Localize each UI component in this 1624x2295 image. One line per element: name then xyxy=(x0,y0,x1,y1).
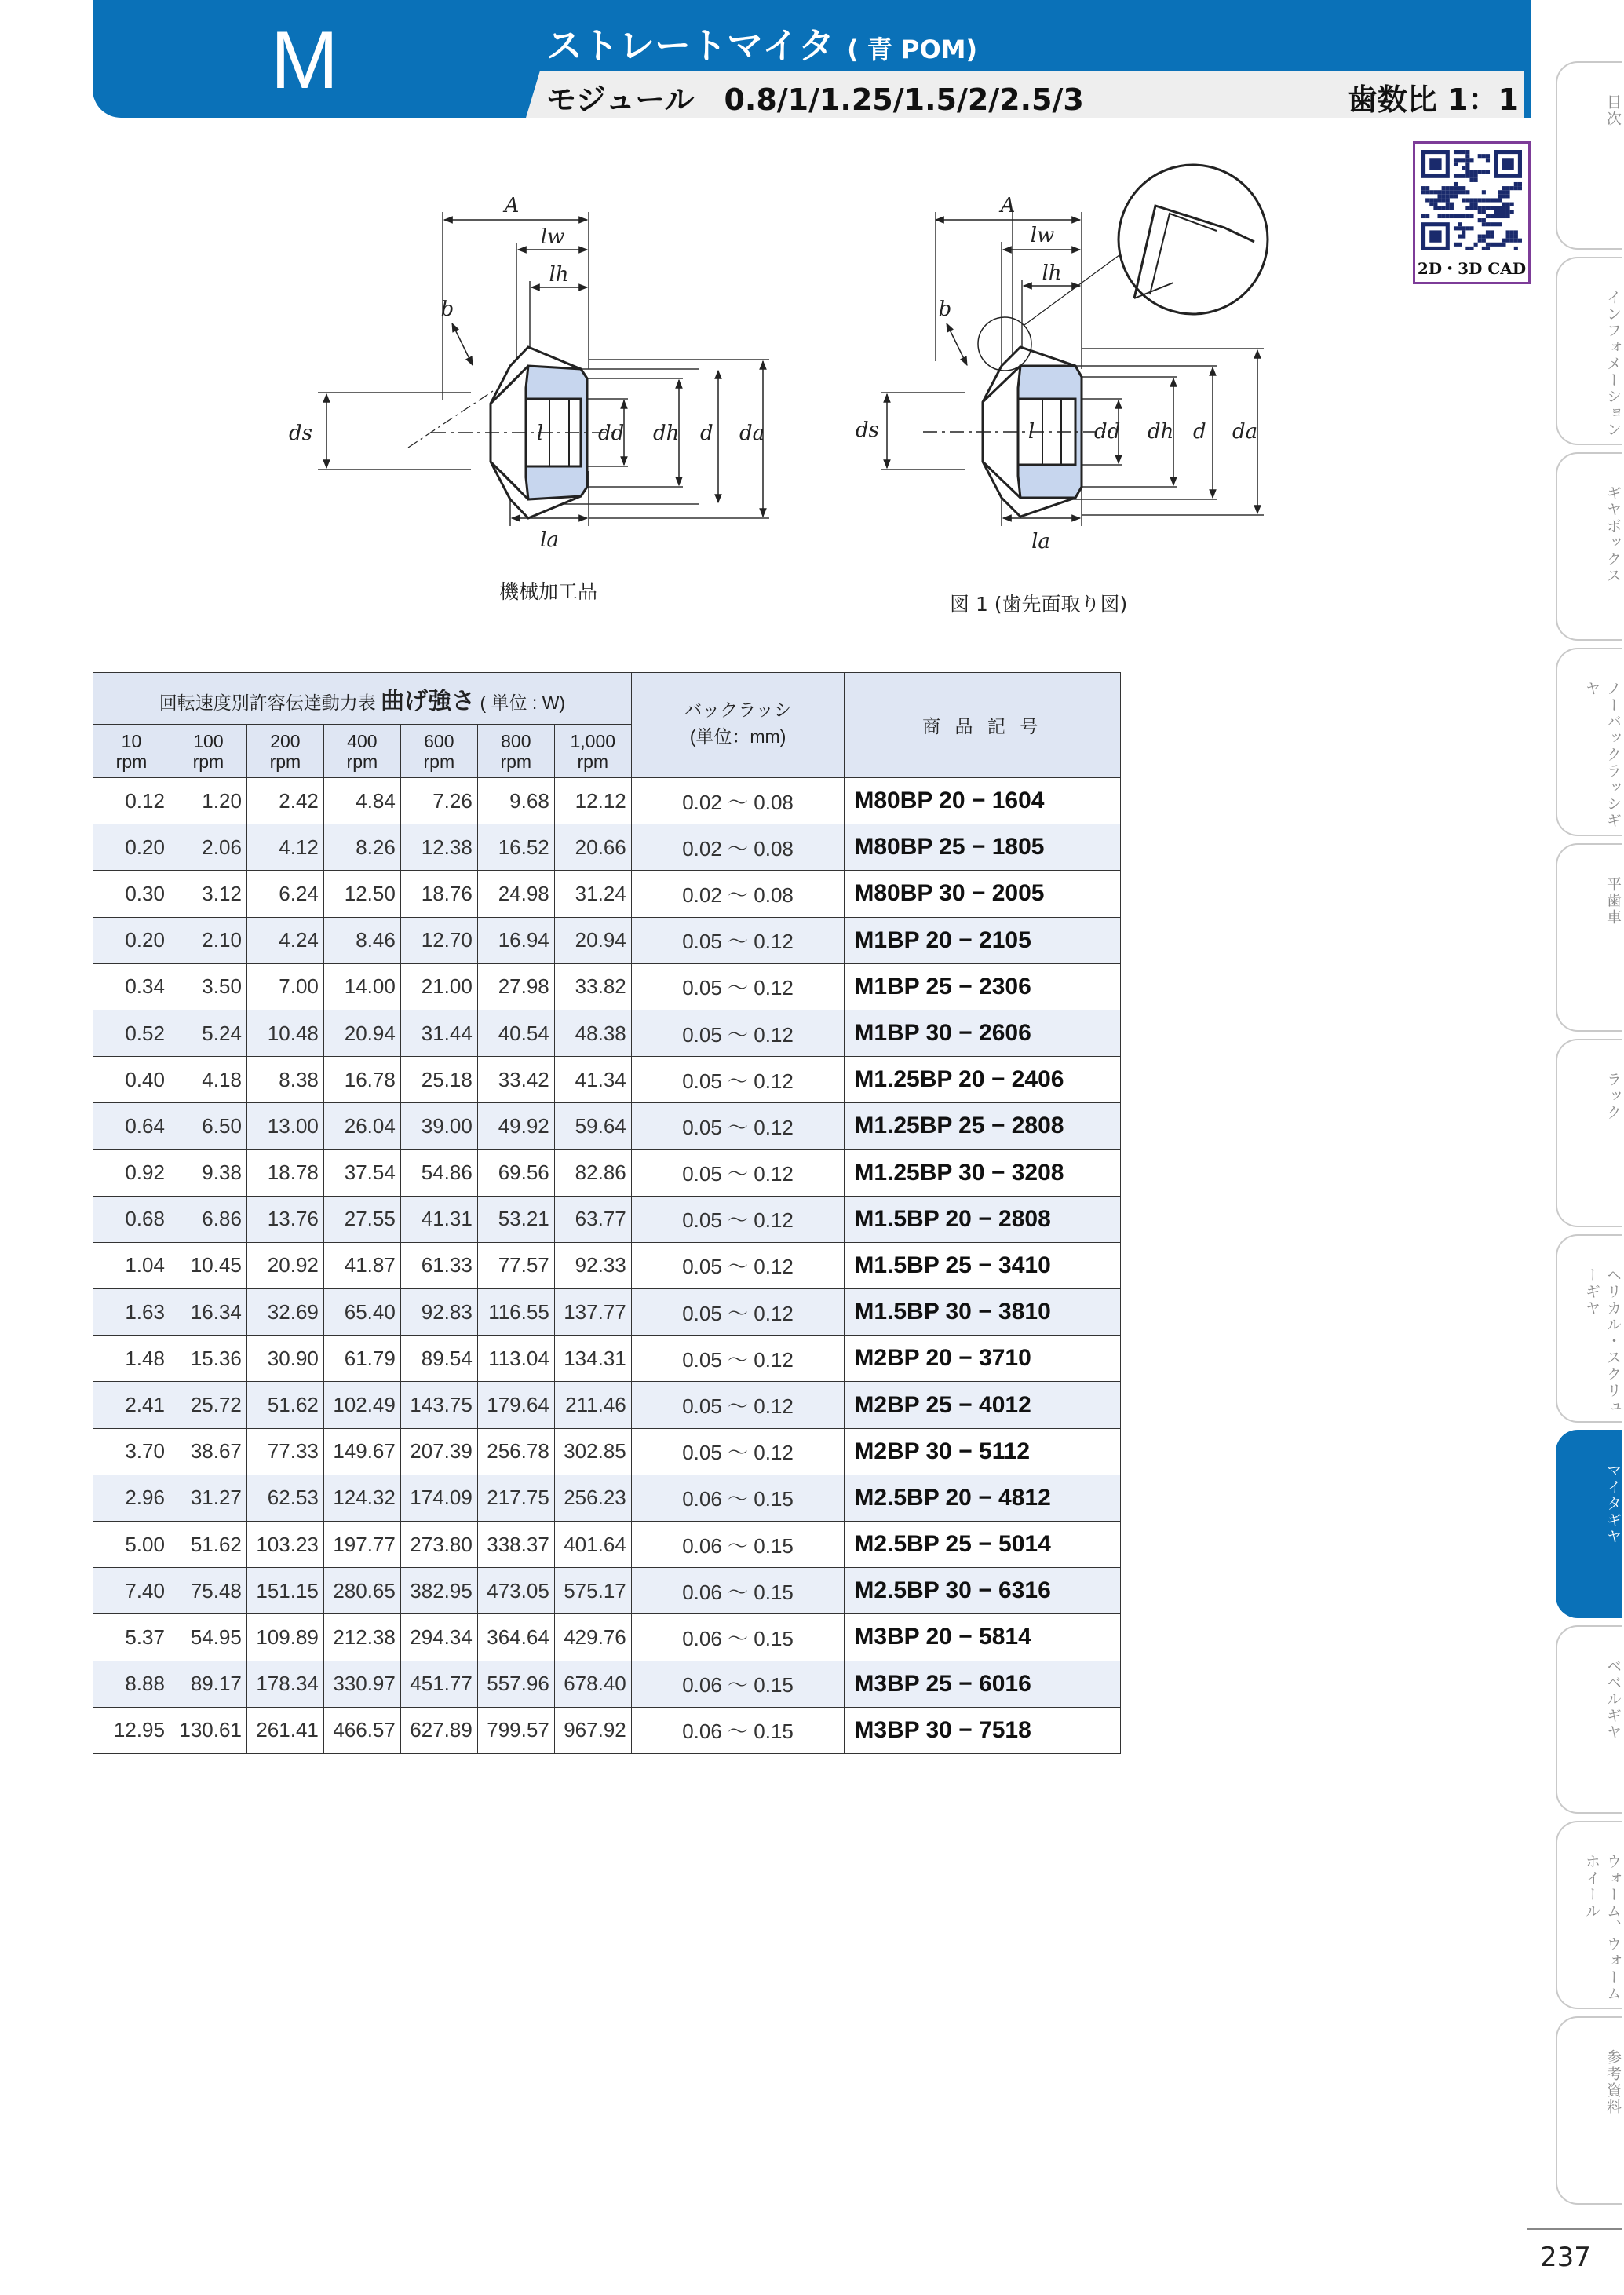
power-cell: 51.62 xyxy=(246,1382,323,1428)
rpm-header-2 xyxy=(246,725,323,778)
power-cell: 0.12 xyxy=(93,778,170,824)
page-title xyxy=(546,17,977,69)
power-cell: 82.86 xyxy=(554,1149,631,1196)
spec-table xyxy=(93,672,1121,1754)
product-code-cell: M3BP 30 − 7518 xyxy=(845,1707,1121,1753)
sidebar-tab-label: ウォーム、ウォームホイール xyxy=(1583,1854,1622,2002)
power-cell: 12.50 xyxy=(323,871,400,917)
backlash-cell: 0.05 〜 0.12 xyxy=(631,1196,845,1242)
power-cell: 51.62 xyxy=(170,1522,246,1568)
product-code-cell: M80BP 25 − 1805 xyxy=(845,824,1121,871)
power-cell: 3.50 xyxy=(170,963,246,1010)
power-cell: 261.41 xyxy=(246,1707,323,1753)
power-cell: 41.31 xyxy=(400,1196,477,1242)
backlash-cell: 0.05 〜 0.12 xyxy=(631,1149,845,1196)
power-cell: 967.92 xyxy=(554,1707,631,1753)
backlash-cell: 0.05 〜 0.12 xyxy=(631,1242,845,1288)
sidebar-tab-4[interactable] xyxy=(1556,843,1622,1032)
product-code-cell: M1BP 25 − 2306 xyxy=(845,963,1121,1010)
power-cell: 12.95 xyxy=(93,1707,170,1753)
sidebar-tab-label: インフォメーション xyxy=(1604,290,1622,438)
power-cell: 3.70 xyxy=(93,1428,170,1475)
power-cell: 5.00 xyxy=(93,1522,170,1568)
section-letter: M xyxy=(270,15,339,106)
power-cell: 8.46 xyxy=(323,917,400,963)
product-code-cell: M1.25BP 25 − 2808 xyxy=(845,1103,1121,1149)
dim-label-la: la xyxy=(1031,530,1050,554)
gear-diagram-chamfer xyxy=(856,165,1366,605)
rpm-value: 100 xyxy=(193,730,224,751)
backlash-cell: 0.06 〜 0.15 xyxy=(631,1707,845,1753)
sidebar-tab-8[interactable] xyxy=(1556,1625,1622,1814)
backlash-header-label: バックラッシ xyxy=(684,700,792,720)
power-cell: 9.68 xyxy=(477,778,554,824)
power-cell: 0.30 xyxy=(93,871,170,917)
power-cell: 92.83 xyxy=(400,1289,477,1336)
power-cell: 6.50 xyxy=(170,1103,246,1149)
power-cell: 0.92 xyxy=(93,1149,170,1196)
power-cell: 4.12 xyxy=(246,824,323,871)
backlash-cell: 0.06 〜 0.15 xyxy=(631,1568,845,1614)
sidebar-tab-label: ヘリカル・スクリューギヤ xyxy=(1583,1267,1622,1416)
power-cell: 7.40 xyxy=(93,1568,170,1614)
power-cell: 0.20 xyxy=(93,917,170,963)
dim-label-d: d xyxy=(700,422,713,445)
power-cell: 137.77 xyxy=(554,1289,631,1336)
power-cell: 15.36 xyxy=(170,1336,246,1382)
dim-label-lh: lh xyxy=(549,263,569,287)
page-number: 237 xyxy=(1540,2242,1591,2273)
power-cell: 2.06 xyxy=(170,824,246,871)
product-code-cell: M80BP 30 − 2005 xyxy=(845,871,1121,917)
power-cell: 151.15 xyxy=(246,1568,323,1614)
power-cell: 0.52 xyxy=(93,1010,170,1056)
table-row xyxy=(93,1196,1121,1242)
power-cell: 20.94 xyxy=(323,1010,400,1056)
power-cell: 178.34 xyxy=(246,1661,323,1707)
qr-code-icon xyxy=(1421,150,1522,250)
title-text: ストレートマイタ xyxy=(546,24,835,67)
backlash-cell: 0.05 〜 0.12 xyxy=(631,1336,845,1382)
rpm-unit: rpm xyxy=(269,751,301,772)
power-cell: 2.10 xyxy=(170,917,246,963)
power-cell: 54.86 xyxy=(400,1149,477,1196)
power-group-header xyxy=(93,673,632,725)
product-code-cell: M1.25BP 20 − 2406 xyxy=(845,1057,1121,1103)
power-cell: 92.33 xyxy=(554,1242,631,1288)
backlash-cell: 0.02 〜 0.08 xyxy=(631,871,845,917)
power-cell: 557.96 xyxy=(477,1661,554,1707)
dim-label-b: b xyxy=(938,298,952,321)
rpm-unit: rpm xyxy=(115,751,148,772)
power-cell: 8.26 xyxy=(323,824,400,871)
rpm-value: 200 xyxy=(270,730,301,751)
sidebar-tab-label: マイタギヤ xyxy=(1604,1463,1622,1545)
power-cell: 179.64 xyxy=(477,1382,554,1428)
rpm-unit: rpm xyxy=(346,751,378,772)
table-row xyxy=(93,1382,1121,1428)
qr-label: 2D・3D CAD xyxy=(1417,259,1527,278)
power-cell: 20.66 xyxy=(554,824,631,871)
power-cell: 678.40 xyxy=(554,1661,631,1707)
power-cell: 33.82 xyxy=(554,963,631,1010)
sidebar-tab-3[interactable] xyxy=(1556,648,1622,836)
sidebar-tab-10[interactable] xyxy=(1556,2016,1622,2205)
power-cell: 2.96 xyxy=(93,1475,170,1521)
power-cell: 197.77 xyxy=(323,1522,400,1568)
power-cell: 27.55 xyxy=(323,1196,400,1242)
power-cell: 103.23 xyxy=(246,1522,323,1568)
sidebar-tab-2[interactable] xyxy=(1556,452,1622,641)
power-cell: 130.61 xyxy=(170,1707,246,1753)
sidebar-tab-label: 平歯車 xyxy=(1604,876,1622,926)
power-cell: 8.88 xyxy=(93,1661,170,1707)
power-cell: 124.32 xyxy=(323,1475,400,1521)
power-cell: 16.94 xyxy=(477,917,554,963)
dim-label-A: A xyxy=(504,194,520,217)
backlash-cell: 0.06 〜 0.15 xyxy=(631,1522,845,1568)
sidebar-tab-label: ラック xyxy=(1604,1072,1622,1121)
power-cell: 0.68 xyxy=(93,1196,170,1242)
product-code-cell: M2.5BP 25 − 5014 xyxy=(845,1522,1121,1568)
backlash-header xyxy=(631,673,845,778)
dim-label-ds: ds xyxy=(289,422,312,445)
power-cell: 149.67 xyxy=(323,1428,400,1475)
power-cell: 7.26 xyxy=(400,778,477,824)
power-cell: 39.00 xyxy=(400,1103,477,1149)
dim-label-lw: lw xyxy=(1030,224,1055,247)
sidebar-tab-label: ノーバックラッシギヤ xyxy=(1583,681,1622,829)
sidebar-tab-label: ベベルギヤ xyxy=(1604,1658,1622,1741)
table-row xyxy=(93,917,1121,963)
rpm-value: 400 xyxy=(347,730,378,751)
power-cell: 273.80 xyxy=(400,1522,477,1568)
dim-label-b: b xyxy=(440,298,454,321)
power-cell: 61.33 xyxy=(400,1242,477,1288)
power-cell: 451.77 xyxy=(400,1661,477,1707)
power-cell: 38.67 xyxy=(170,1428,246,1475)
sidebar-tab-9[interactable] xyxy=(1556,1821,1622,2009)
power-cell: 211.46 xyxy=(554,1382,631,1428)
power-cell: 21.00 xyxy=(400,963,477,1010)
power-cell: 330.97 xyxy=(323,1661,400,1707)
power-cell: 89.17 xyxy=(170,1661,246,1707)
power-cell: 18.78 xyxy=(246,1149,323,1196)
power-cell: 10.45 xyxy=(170,1242,246,1288)
rpm-header-0 xyxy=(93,725,170,778)
product-code-cell: M2BP 25 − 4012 xyxy=(845,1382,1121,1428)
table-row xyxy=(93,1614,1121,1661)
rpm-header-1 xyxy=(170,725,246,778)
product-code-cell: M2.5BP 20 − 4812 xyxy=(845,1475,1121,1521)
dim-label-la: la xyxy=(540,528,559,552)
power-cell: 8.38 xyxy=(246,1057,323,1103)
rpm-header-6 xyxy=(554,725,631,778)
table-row xyxy=(93,1149,1121,1196)
power-cell: 25.72 xyxy=(170,1382,246,1428)
backlash-cell: 0.06 〜 0.15 xyxy=(631,1475,845,1521)
power-cell: 364.64 xyxy=(477,1614,554,1661)
power-cell: 174.09 xyxy=(400,1475,477,1521)
power-cell: 2.42 xyxy=(246,778,323,824)
table-row xyxy=(93,1522,1121,1568)
product-code-cell: M3BP 20 − 5814 xyxy=(845,1614,1121,1661)
power-cell: 799.57 xyxy=(477,1707,554,1753)
power-cell: 575.17 xyxy=(554,1568,631,1614)
power-header-unit: ( 単位 : W) xyxy=(480,692,566,713)
power-cell: 54.95 xyxy=(170,1614,246,1661)
gear-diagram-machined xyxy=(290,188,793,612)
power-cell: 26.04 xyxy=(323,1103,400,1149)
power-cell: 4.84 xyxy=(323,778,400,824)
dim-label-da: da xyxy=(739,422,765,445)
backlash-cell: 0.05 〜 0.12 xyxy=(631,1289,845,1336)
power-cell: 143.75 xyxy=(400,1382,477,1428)
caption-chamfer: 図 1 (歯先面取り図) xyxy=(950,593,1128,616)
power-cell: 31.24 xyxy=(554,871,631,917)
power-cell: 12.38 xyxy=(400,824,477,871)
rpm-unit: rpm xyxy=(577,751,609,772)
rpm-value: 800 xyxy=(501,730,531,751)
power-cell: 1.48 xyxy=(93,1336,170,1382)
power-cell: 6.24 xyxy=(246,871,323,917)
power-cell: 13.00 xyxy=(246,1103,323,1149)
rpm-header-3 xyxy=(323,725,400,778)
power-cell: 53.21 xyxy=(477,1196,554,1242)
table-row xyxy=(93,1103,1121,1149)
product-code-cell: M1.25BP 30 − 3208 xyxy=(845,1149,1121,1196)
power-cell: 27.98 xyxy=(477,963,554,1010)
dim-label-da: da xyxy=(1232,420,1258,444)
table-row xyxy=(93,1336,1121,1382)
power-cell: 134.31 xyxy=(554,1336,631,1382)
dim-label-l: l xyxy=(1027,420,1035,444)
sidebar-tab-7[interactable] xyxy=(1556,1430,1622,1618)
sidebar-tab-label: 目次 xyxy=(1604,94,1622,127)
power-cell: 0.20 xyxy=(93,824,170,871)
gear-ratio: 歯数比 1：1 xyxy=(1347,82,1519,117)
power-cell: 5.24 xyxy=(170,1010,246,1056)
power-cell: 12.70 xyxy=(400,917,477,963)
product-code-cell: M1BP 30 − 2606 xyxy=(845,1010,1121,1056)
power-cell: 280.65 xyxy=(323,1568,400,1614)
dim-label-dh: dh xyxy=(1148,420,1174,444)
power-cell: 212.38 xyxy=(323,1614,400,1661)
product-code-cell: M1BP 20 − 2105 xyxy=(845,917,1121,963)
sidebar-tab-5[interactable] xyxy=(1556,1039,1622,1227)
power-cell: 59.64 xyxy=(554,1103,631,1149)
power-cell: 61.79 xyxy=(323,1336,400,1382)
power-cell: 20.92 xyxy=(246,1242,323,1288)
power-cell: 302.85 xyxy=(554,1428,631,1475)
dim-label-d: d xyxy=(1193,420,1206,444)
power-cell: 1.63 xyxy=(93,1289,170,1336)
power-cell: 24.98 xyxy=(477,871,554,917)
power-cell: 0.64 xyxy=(93,1103,170,1149)
dim-label-A: A xyxy=(1000,194,1016,217)
product-code-cell: M80BP 20 − 1604 xyxy=(845,778,1121,824)
power-cell: 16.78 xyxy=(323,1057,400,1103)
power-cell: 63.77 xyxy=(554,1196,631,1242)
power-cell: 37.54 xyxy=(323,1149,400,1196)
power-cell: 207.39 xyxy=(400,1428,477,1475)
rpm-header-4 xyxy=(400,725,477,778)
power-cell: 20.94 xyxy=(554,917,631,963)
backlash-cell: 0.05 〜 0.12 xyxy=(631,1428,845,1475)
power-cell: 69.56 xyxy=(477,1149,554,1196)
table-row xyxy=(93,1057,1121,1103)
sidebar-tab-1[interactable] xyxy=(1556,257,1622,445)
power-cell: 31.44 xyxy=(400,1010,477,1056)
power-cell: 102.49 xyxy=(323,1382,400,1428)
power-cell: 89.54 xyxy=(400,1336,477,1382)
cad-qr-code[interactable] xyxy=(1413,141,1531,284)
power-cell: 31.27 xyxy=(170,1475,246,1521)
power-cell: 12.12 xyxy=(554,778,631,824)
backlash-cell: 0.05 〜 0.12 xyxy=(631,963,845,1010)
table-row xyxy=(93,1242,1121,1288)
power-cell: 113.04 xyxy=(477,1336,554,1382)
dim-label-dd: dd xyxy=(598,422,625,445)
power-header-prefix: 回転速度別許容伝達動力表 xyxy=(159,692,376,713)
page-number-rule xyxy=(1527,2228,1622,2230)
power-cell: 109.89 xyxy=(246,1614,323,1661)
backlash-cell: 0.06 〜 0.15 xyxy=(631,1614,845,1661)
power-cell: 5.37 xyxy=(93,1614,170,1661)
power-cell: 0.40 xyxy=(93,1057,170,1103)
power-cell: 473.05 xyxy=(477,1568,554,1614)
rpm-value: 1,000 xyxy=(570,730,616,751)
power-cell: 30.90 xyxy=(246,1336,323,1382)
table-row xyxy=(93,1568,1121,1614)
dim-label-dd: dd xyxy=(1094,420,1121,444)
rpm-unit: rpm xyxy=(500,751,532,772)
backlash-cell: 0.06 〜 0.15 xyxy=(631,1661,845,1707)
code-header: 商 品 記 号 xyxy=(845,673,1121,778)
rpm-header-5 xyxy=(477,725,554,778)
power-cell: 18.76 xyxy=(400,871,477,917)
table-row xyxy=(93,871,1121,917)
table-row xyxy=(93,778,1121,824)
power-cell: 77.33 xyxy=(246,1428,323,1475)
power-cell: 3.12 xyxy=(170,871,246,917)
sidebar-tab-label: ギヤボックス xyxy=(1604,485,1622,584)
backlash-cell: 0.05 〜 0.12 xyxy=(631,1382,845,1428)
product-code-cell: M2BP 30 − 5112 xyxy=(845,1428,1121,1475)
power-cell: 49.92 xyxy=(477,1103,554,1149)
power-cell: 466.57 xyxy=(323,1707,400,1753)
power-cell: 294.34 xyxy=(400,1614,477,1661)
sidebar-tab-6[interactable] xyxy=(1556,1234,1622,1423)
power-cell: 77.57 xyxy=(477,1242,554,1288)
table-row xyxy=(93,1428,1121,1475)
product-code-cell: M2BP 20 − 3710 xyxy=(845,1336,1121,1382)
dim-label-ds: ds xyxy=(856,418,879,442)
power-cell: 116.55 xyxy=(477,1289,554,1336)
table-row xyxy=(93,824,1121,871)
power-cell: 25.18 xyxy=(400,1057,477,1103)
power-cell: 7.00 xyxy=(246,963,323,1010)
power-cell: 32.69 xyxy=(246,1289,323,1336)
power-header-main: 曲げ強さ xyxy=(381,688,476,714)
backlash-cell: 0.05 〜 0.12 xyxy=(631,1057,845,1103)
table-row xyxy=(93,1475,1121,1521)
product-code-cell: M3BP 25 − 6016 xyxy=(845,1661,1121,1707)
module-line: モジュール 0.8/1/1.25/1.5/2/2.5/3 xyxy=(546,82,1084,117)
power-cell: 0.34 xyxy=(93,963,170,1010)
backlash-cell: 0.02 〜 0.08 xyxy=(631,824,845,871)
product-code-cell: M1.5BP 25 − 3410 xyxy=(845,1242,1121,1288)
power-cell: 9.38 xyxy=(170,1149,246,1196)
power-cell: 40.54 xyxy=(477,1010,554,1056)
backlash-cell: 0.05 〜 0.12 xyxy=(631,917,845,963)
power-cell: 48.38 xyxy=(554,1010,631,1056)
sidebar-tab-0[interactable] xyxy=(1556,61,1622,250)
power-cell: 62.53 xyxy=(246,1475,323,1521)
power-cell: 256.78 xyxy=(477,1428,554,1475)
power-cell: 16.52 xyxy=(477,824,554,871)
power-cell: 217.75 xyxy=(477,1475,554,1521)
rpm-unit: rpm xyxy=(423,751,455,772)
product-code-cell: M1.5BP 20 − 2808 xyxy=(845,1196,1121,1242)
dim-label-l: l xyxy=(536,422,544,445)
power-cell: 1.20 xyxy=(170,778,246,824)
power-cell: 382.95 xyxy=(400,1568,477,1614)
power-cell: 2.41 xyxy=(93,1382,170,1428)
power-cell: 6.86 xyxy=(170,1196,246,1242)
power-cell: 75.48 xyxy=(170,1568,246,1614)
power-cell: 256.23 xyxy=(554,1475,631,1521)
rpm-unit: rpm xyxy=(192,751,224,772)
power-cell: 14.00 xyxy=(323,963,400,1010)
backlash-header-unit: (単位：mm) xyxy=(689,726,786,747)
table-row xyxy=(93,963,1121,1010)
power-cell: 4.24 xyxy=(246,917,323,963)
power-cell: 41.87 xyxy=(323,1242,400,1288)
table-row xyxy=(93,1707,1121,1753)
power-cell: 1.04 xyxy=(93,1242,170,1288)
table-row xyxy=(93,1289,1121,1336)
table-row xyxy=(93,1010,1121,1056)
table-row xyxy=(93,1661,1121,1707)
power-cell: 401.64 xyxy=(554,1522,631,1568)
dim-label-dh: dh xyxy=(653,422,680,445)
sidebar-tab-label: 参考資料 xyxy=(1604,2049,1622,2115)
power-cell: 33.42 xyxy=(477,1057,554,1103)
power-cell: 10.48 xyxy=(246,1010,323,1056)
backlash-cell: 0.05 〜 0.12 xyxy=(631,1103,845,1149)
dim-label-lw: lw xyxy=(540,225,565,249)
backlash-cell: 0.05 〜 0.12 xyxy=(631,1010,845,1056)
power-cell: 41.34 xyxy=(554,1057,631,1103)
backlash-cell: 0.02 〜 0.08 xyxy=(631,778,845,824)
power-cell: 16.34 xyxy=(170,1289,246,1336)
power-cell: 429.76 xyxy=(554,1614,631,1661)
power-cell: 4.18 xyxy=(170,1057,246,1103)
power-cell: 627.89 xyxy=(400,1707,477,1753)
title-material: ( 青 POM) xyxy=(847,35,978,64)
dim-label-lh: lh xyxy=(1042,261,1062,285)
caption-machined: 機械加工品 xyxy=(499,580,598,603)
product-code-cell: M1.5BP 30 − 3810 xyxy=(845,1289,1121,1336)
power-cell: 13.76 xyxy=(246,1196,323,1242)
power-cell: 338.37 xyxy=(477,1522,554,1568)
rpm-value: 600 xyxy=(424,730,454,751)
product-code-cell: M2.5BP 30 − 6316 xyxy=(845,1568,1121,1614)
power-cell: 65.40 xyxy=(323,1289,400,1336)
rpm-value: 10 xyxy=(121,730,142,751)
